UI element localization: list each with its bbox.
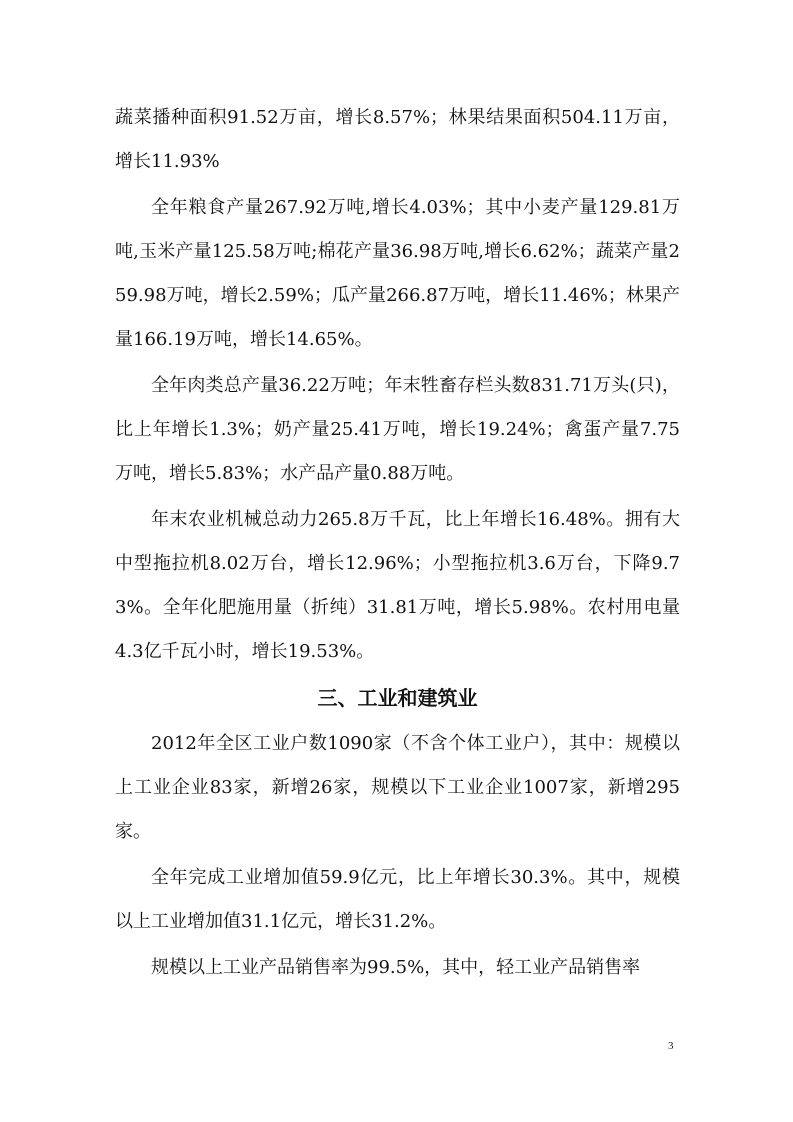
paragraph-meat-output: 全年肉类总产量36.22万吨；年末牲畜存栏头数831.71万头(只)，比上年增长1.3%；奶产量25.41万吨，增长19.24%；禽蛋产量7.75万吨，增长5.83%；水产品产量0.88万吨。 <box>115 375 680 484</box>
paragraph-agri-machinery: 年末农业机械总动力265.8万千瓦，比上年增长16.48%。拥有大中型拖拉机8.02万台，增长12.96%；小型拖拉机3.6万台，下降9.73%。全年化肥施用量（折纯）31.81万吨，增长5.98%。农村用电量4.3亿千瓦小时，增长19.53%。 <box>115 509 680 662</box>
paragraph-industrial-households: 2012年全区工业户数1090家（不含个体工业户），其中：规模以上工业企业83家，新增26家，规模以下工业企业1007家，新增295家。 <box>115 733 680 842</box>
section-heading: 三、工业和建筑业 <box>317 686 478 710</box>
document-body <box>115 96 680 990</box>
page-number: 3 <box>668 1040 674 1052</box>
paragraph-vegetable-area: 蔬菜播种面积91.52万亩，增长8.57%；林果结果面积504.11万亩，增长11.93% <box>115 107 680 172</box>
paragraph-industrial-value-added: 全年完成工业增加值59.9亿元，比上年增长30.3%。其中，规模以上工业增加值31.1亿元，增长31.2%。 <box>115 867 680 932</box>
paragraph-grain-output: 全年粮食产量267.92万吨,增长4.03%；其中小麦产量129.81万吨,玉米产量125.58万吨;棉花产量36.98万吨,增长6.62%；蔬菜产量259.98万吨，增长2.59%；瓜产量266.87万吨，增长11.46%；林果产量166.19万吨，增长14.65%。 <box>115 197 680 350</box>
paragraph-sales-rate: 规模以上工业产品销售率为99.5%，其中，轻工业产品销售率 <box>151 957 641 978</box>
